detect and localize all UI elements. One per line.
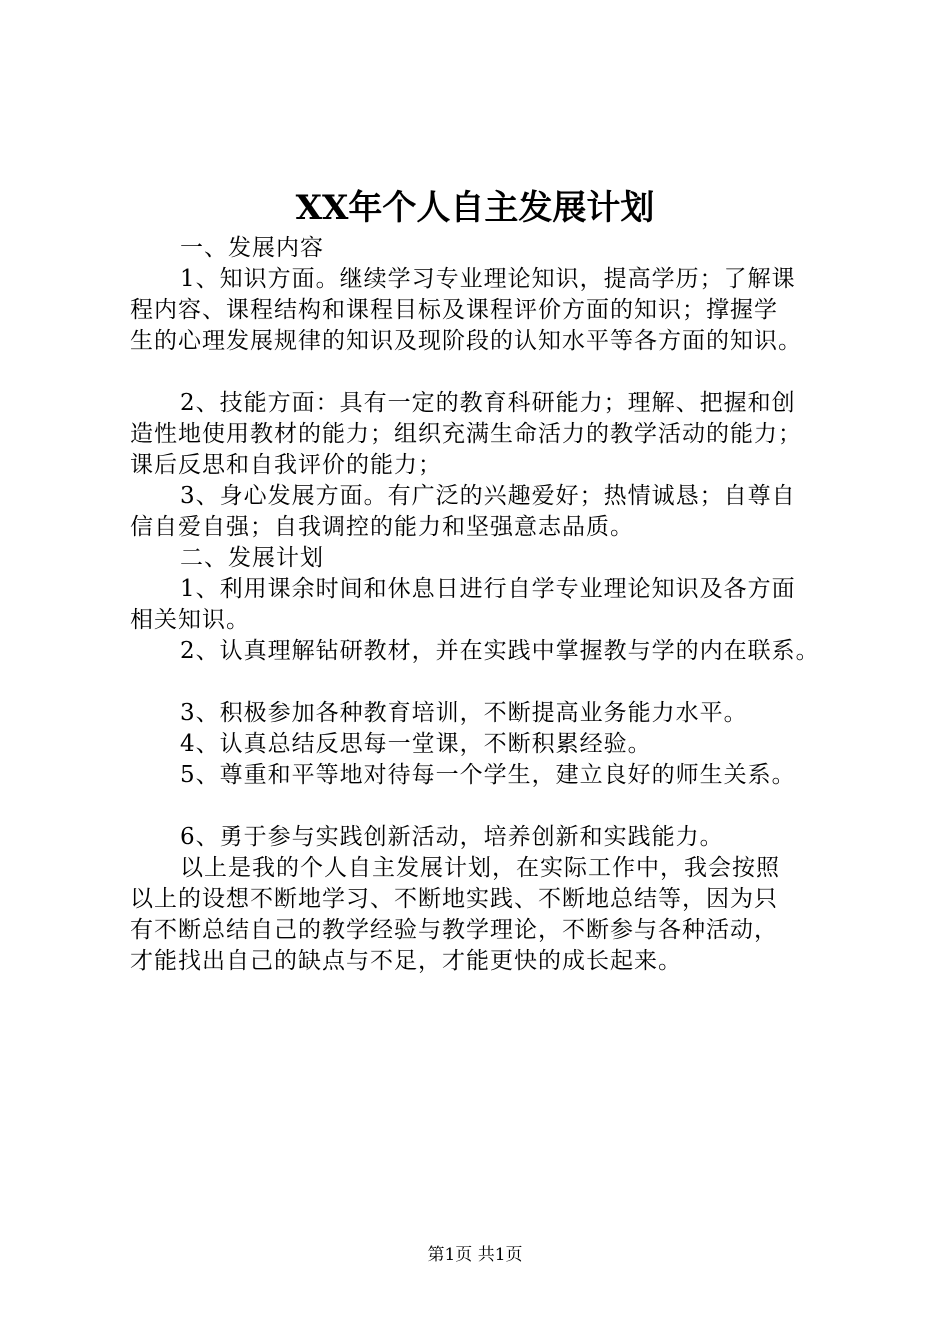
section-heading-content: 一、发展内容 bbox=[180, 235, 324, 261]
paragraph-line: 4、认真总结反思每一堂课，不断积累经验。 bbox=[180, 731, 652, 757]
paragraph-spacer bbox=[130, 791, 845, 822]
paragraph-line: 信自爱自强；自我调控的能力和坚强意志品质。 bbox=[130, 514, 634, 540]
paragraph-line: 造性地使用教材的能力；组织充满生命活力的教学活动的能力； bbox=[130, 421, 802, 447]
paragraph-line: 2、技能方面：具有一定的教育科研能力；理解、把握和创 bbox=[180, 390, 796, 416]
paragraph-spacer bbox=[130, 357, 845, 388]
paragraph-line: 3、身心发展方面。有广泛的兴趣爱好；热情诚恳；自尊自 bbox=[180, 483, 796, 509]
paragraph-line: 1、利用课余时间和休息日进行自学专业理论知识及各方面 bbox=[180, 576, 796, 602]
paragraph-line: 6、勇于参与实践创新活动，培养创新和实践能力。 bbox=[180, 824, 724, 850]
paragraph-line: 以上是我的个人自主发展计划，在实际工作中，我会按照 bbox=[180, 855, 780, 881]
page-number-footer: 第1页 共1页 bbox=[427, 1245, 523, 1265]
paragraph-line: 生的心理发展规律的知识及现阶段的认知水平等各方面的知识。 bbox=[130, 328, 802, 354]
document-body bbox=[130, 233, 845, 977]
paragraph-line: 课后反思和自我评价的能力； bbox=[130, 452, 442, 478]
paragraph-line: 程内容、课程结构和课程目标及课程评价方面的知识；撑握学 bbox=[130, 297, 778, 323]
paragraph-line: 2、认真理解钻研教材，并在实践中掌握教与学的内在联系。 bbox=[180, 638, 820, 664]
paragraph-line: 才能找出自己的缺点与不足，才能更快的成长起来。 bbox=[130, 948, 682, 974]
paragraph-line: 1、知识方面。继续学习专业理论知识，提高学历；了解课 bbox=[180, 266, 796, 292]
paragraph-line: 3、积极参加各种教育培训，不断提高业务能力水平。 bbox=[180, 700, 748, 726]
paragraph-line: 有不断总结自己的教学经验与教学理论，不断参与各种活动， bbox=[130, 917, 778, 943]
paragraph-spacer bbox=[130, 667, 845, 698]
document-title: XX年个人自主发展计划 bbox=[295, 188, 655, 228]
paragraph-line: 5、尊重和平等地对待每一个学生，建立良好的师生关系。 bbox=[180, 762, 796, 788]
paragraph-line: 以上的设想不断地学习、不断地实践、不断地总结等，因为只 bbox=[130, 886, 778, 912]
paragraph-line: 相关知识。 bbox=[130, 607, 250, 633]
section-heading-plan: 二、发展计划 bbox=[180, 545, 324, 571]
